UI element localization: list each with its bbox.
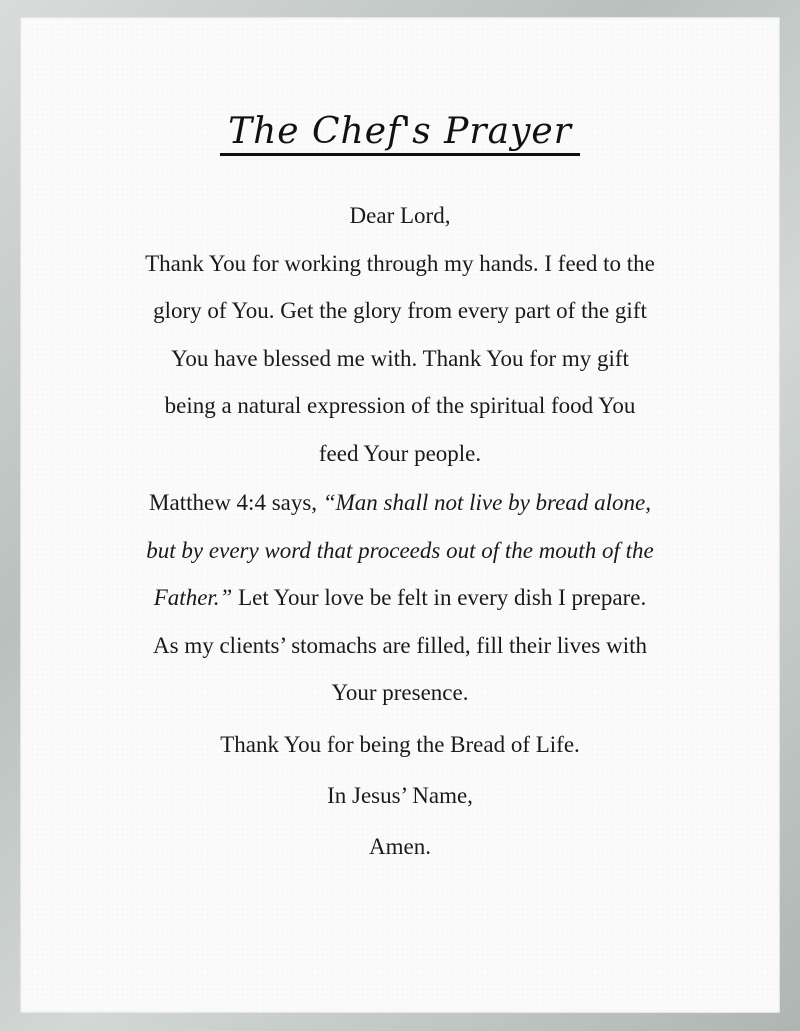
amen-line: Amen. [369,833,431,859]
paragraph2-text: Let Your love be felt in every dish I prepare. [232,585,647,610]
in-name-line: In Jesus’ Name, [327,782,473,808]
prayer-body [60,192,740,870]
paragraph1-line: You have blessed me with. Thank You for my gift [171,345,629,371]
scripture-quote-line: but by every word that proceeds out of the mouth of the [146,537,654,563]
prayer-title: The Chef's Prayer [220,113,580,156]
paragraph1-line: glory of You. Get the glory from every part of the gift [153,298,647,323]
scripture-quote: “Man shall not live by bread alone, [322,490,651,515]
prayer-paper [20,17,780,1013]
paragraph2-line [60,574,740,622]
thanks-line: Thank You for being the Bread of Life. [220,731,580,757]
paragraph2-line: Your presence. [331,680,469,705]
paragraph1-line: being a natural expression of the spiritual food You [164,393,636,418]
scripture-reference: Matthew 4:4 says, [149,490,323,515]
scripture-quote-end: Father.” [153,585,233,610]
paragraph2-line: As my clients’ stomachs are filled, fill their lives with [153,632,647,658]
salutation: Dear Lord, [349,203,451,228]
paragraph2-line [60,479,740,527]
paragraph1-line: feed Your people. [318,440,482,466]
title-container [20,113,780,156]
paragraph1-line: Thank You for working through my hands. I feed to the [145,250,655,276]
